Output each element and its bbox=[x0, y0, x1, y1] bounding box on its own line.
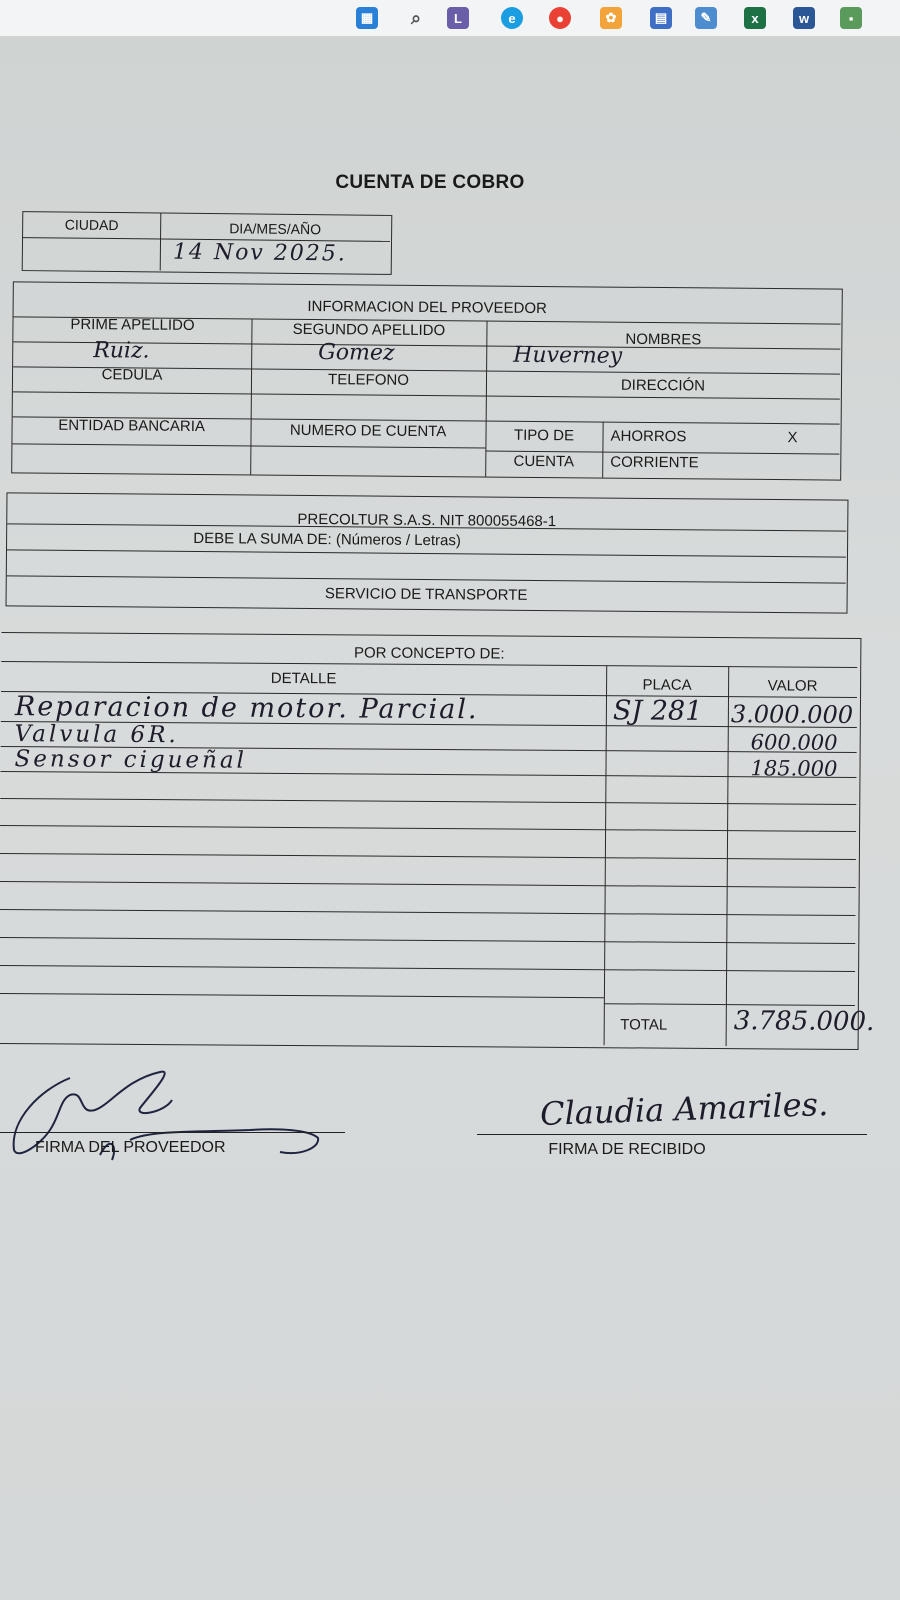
total-value: 3.785.000. bbox=[733, 1006, 875, 1038]
ahorros-mark: X bbox=[787, 429, 798, 447]
row-1-valor: 3.000.000 bbox=[730, 700, 854, 729]
recibido-signature: Claudia Amariles. bbox=[539, 1084, 829, 1134]
pen-app-icon[interactable]: ✎ bbox=[695, 7, 717, 29]
recibido-signature-line bbox=[477, 1134, 867, 1135]
tipo-cuenta-label-2: CUENTA bbox=[513, 452, 575, 471]
firma-recibido-label: FIRMA DE RECIBIDO bbox=[548, 1141, 706, 1158]
ahorros-label: AHORROS bbox=[610, 427, 687, 446]
fecha-value: 14 Nov 2025. bbox=[172, 239, 347, 267]
row-1-placa: SJ 281 bbox=[612, 695, 703, 727]
row-2-detalle: Valvula 6R. bbox=[14, 721, 179, 749]
word-app-icon[interactable]: w bbox=[793, 7, 815, 29]
tipo-cuenta-label-1: TIPO DE bbox=[513, 426, 575, 445]
chrome-browser-icon[interactable]: ● bbox=[549, 7, 571, 29]
app-icon[interactable]: ▪ bbox=[840, 7, 862, 29]
store-app-icon[interactable]: ▤ bbox=[650, 7, 672, 29]
direccion-label: DIRECCIÓN bbox=[620, 376, 706, 395]
taskbar bbox=[0, 0, 900, 37]
search-icon[interactable]: ⌕ bbox=[410, 7, 422, 28]
corriente-label: CORRIENTE bbox=[610, 453, 699, 472]
windows-start-icon[interactable]: ▦ bbox=[356, 7, 378, 29]
firma-proveedor-label: FIRMA DEL PROVEEDOR bbox=[35, 1139, 226, 1156]
valor-label: VALOR bbox=[767, 677, 818, 695]
detalle-label: DETALLE bbox=[270, 669, 337, 688]
proveedor-section-title: INFORMACION DEL PROVEEDOR bbox=[307, 297, 547, 318]
edge-browser-icon[interactable]: e bbox=[501, 7, 523, 29]
excel-app-icon[interactable]: x bbox=[744, 7, 766, 29]
photos-app-icon[interactable]: ✿ bbox=[600, 7, 622, 29]
segundo-apellido-value: Gomez bbox=[318, 340, 395, 366]
concepto-section-title: POR CONCEPTO DE: bbox=[353, 644, 505, 663]
row-1-detalle: Reparacion de motor. Parcial. bbox=[14, 691, 479, 726]
row-2-valor: 600.000 bbox=[750, 730, 838, 755]
fecha-label: DIA/MES/AÑO bbox=[229, 220, 322, 238]
row-3-detalle: Sensor cigueñal bbox=[14, 746, 248, 774]
concepto-table bbox=[0, 632, 875, 1050]
row-3-valor: 185.000 bbox=[750, 756, 838, 781]
entidad-bancaria-label: ENTIDAD BANCARIA bbox=[58, 416, 206, 436]
telefono-label: TELEFONO bbox=[327, 371, 410, 389]
nombres-label: NOMBRES bbox=[625, 330, 702, 349]
numero-cuenta-label: NUMERO DE CUENTA bbox=[289, 421, 447, 441]
document-title: CUENTA DE COBRO bbox=[335, 172, 525, 193]
debe-suma-label: DEBE LA SUMA DE: (Números / Letras) bbox=[193, 529, 461, 550]
placa-label: PLACA bbox=[642, 676, 692, 694]
nombres-value: Huverney bbox=[513, 342, 623, 369]
ciudad-label: CIUDAD bbox=[64, 216, 119, 234]
primer-apellido-value: Ruiz. bbox=[93, 338, 150, 364]
proveedor-signature-line bbox=[0, 1132, 345, 1133]
total-label: TOTAL bbox=[620, 1016, 668, 1034]
segundo-apellido-label: SEGUNDO APELLIDO bbox=[292, 320, 446, 340]
empresa-nit: PRECOLTUR S.A.S. NIT 800055468-1 bbox=[297, 510, 557, 531]
primer-apellido-label: PRIME APELLIDO bbox=[70, 315, 195, 334]
servicio-transporte: SERVICIO DE TRANSPORTE bbox=[324, 585, 528, 604]
header-table bbox=[22, 211, 393, 275]
deudor-table bbox=[6, 492, 849, 613]
cedula-label: CEDULA bbox=[101, 366, 163, 384]
task-view-icon[interactable]: L bbox=[447, 7, 469, 29]
proveedor-table bbox=[11, 281, 843, 480]
